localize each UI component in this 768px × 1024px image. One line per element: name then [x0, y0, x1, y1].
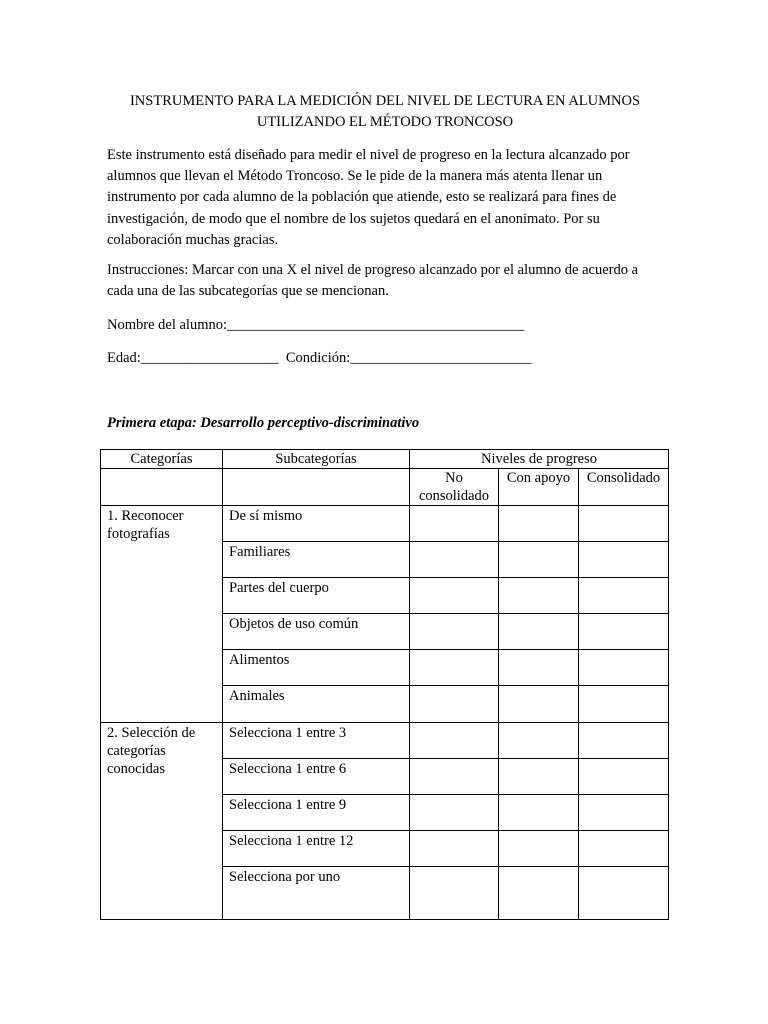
level-no-consolidado: [410, 469, 499, 506]
mark-cell-con-apoyo[interactable]: [499, 578, 579, 614]
category-cell-1: [101, 506, 223, 723]
mark-cell-con-apoyo[interactable]: [499, 686, 579, 723]
mark-cell-con-apoyo[interactable]: [499, 831, 579, 867]
subcategory-cell: Alimentos: [223, 650, 410, 686]
mark-cell-consolidado[interactable]: [579, 723, 669, 759]
subcategory-cell: Selecciona 1 entre 9: [223, 795, 410, 831]
mark-cell-consolidado[interactable]: [579, 542, 669, 578]
age-label: Edad:: [107, 350, 141, 366]
category-cell-2: [101, 723, 223, 920]
intro-paragraph: [107, 145, 667, 251]
category-line: categorías: [107, 743, 166, 759]
mark-cell-con-apoyo[interactable]: [499, 614, 579, 650]
table-row: [101, 723, 669, 759]
mark-cell-no-consolidado[interactable]: [410, 831, 499, 867]
level-no-line-1: No: [445, 470, 463, 486]
condition-field[interactable]: _________________________: [350, 350, 532, 366]
intro-line: colaboración muchas gracias.: [107, 231, 279, 248]
subcategory-cell: Animales: [223, 686, 410, 723]
mark-cell-con-apoyo[interactable]: [499, 759, 579, 795]
progress-table: [100, 449, 669, 920]
mark-cell-no-consolidado[interactable]: [410, 723, 499, 759]
mark-cell-no-consolidado[interactable]: [410, 795, 499, 831]
student-name-label: Nombre del alumno:: [107, 317, 228, 333]
category-line: 2. Selección de: [107, 725, 196, 741]
mark-cell-consolidado[interactable]: [579, 759, 669, 795]
level-consolidado: Consolidado: [579, 469, 669, 506]
mark-cell-consolidado[interactable]: [579, 650, 669, 686]
category-line: fotografías: [107, 526, 170, 542]
category-line: 1. Reconocer: [107, 508, 184, 524]
mark-cell-no-consolidado[interactable]: [410, 650, 499, 686]
mark-cell-consolidado[interactable]: [579, 795, 669, 831]
level-con-apoyo: Con apoyo: [499, 469, 579, 506]
intro-line: Este instrumento está diseñado para medir el nivel de progreso en la lectura alcanzado por: [107, 147, 630, 163]
level-no-line-2: consolidado: [418, 488, 490, 504]
table-subheader-row: [101, 469, 669, 506]
mark-cell-con-apoyo[interactable]: [499, 795, 579, 831]
intro-line: investigación, de modo que el nombre de los sujetos quedará en el anonimato. Por su: [107, 210, 600, 227]
mark-cell-con-apoyo[interactable]: [499, 867, 579, 920]
header-categories: Categorías: [101, 450, 223, 469]
mark-cell-consolidado[interactable]: [579, 614, 669, 650]
condition-label: Condición:: [285, 350, 351, 366]
subcategory-cell: Selecciona 1 entre 3: [223, 723, 410, 759]
mark-cell-consolidado[interactable]: [579, 506, 669, 542]
mark-cell-no-consolidado[interactable]: [410, 614, 499, 650]
title-line-1: INSTRUMENTO PARA LA MEDICIÓN DEL NIVEL DE LECTURA EN ALUMNOS: [129, 93, 641, 109]
mark-cell-consolidado[interactable]: [579, 578, 669, 614]
subcategory-cell: Partes del cuerpo: [223, 578, 410, 614]
mark-cell-consolidado[interactable]: [579, 831, 669, 867]
subcategory-cell: Familiares: [223, 542, 410, 578]
category-line: conocidas: [107, 761, 165, 777]
stage-title: Primera etapa: Desarrollo perceptivo-discriminativo: [107, 415, 420, 431]
age-field[interactable]: ___________________: [140, 350, 279, 366]
empty-cell: [223, 469, 410, 506]
intro-line: alumnos que llevan el Método Troncoso. Se le pide de la manera más atenta llenar un: [107, 168, 603, 185]
mark-cell-no-consolidado[interactable]: [410, 759, 499, 795]
age-condition-row: [107, 348, 667, 369]
header-levels: Niveles de progreso: [410, 450, 669, 469]
instructions-paragraph: [107, 260, 667, 302]
mark-cell-no-consolidado[interactable]: [410, 867, 499, 920]
intro-line: instrumento por cada alumno de la población que atiende, esto se realizará para fines de: [107, 189, 617, 206]
mark-cell-no-consolidado[interactable]: [410, 542, 499, 578]
table-row: [101, 506, 669, 542]
mark-cell-con-apoyo[interactable]: [499, 506, 579, 542]
mark-cell-no-consolidado[interactable]: [410, 686, 499, 723]
empty-cell: [101, 469, 223, 506]
mark-cell-consolidado[interactable]: [579, 686, 669, 723]
mark-cell-no-consolidado[interactable]: [410, 506, 499, 542]
instructions-line: Instrucciones: Marcar con una X el nivel de progreso alcanzado por el alumno de acuerdo a: [107, 262, 639, 278]
mark-cell-no-consolidado[interactable]: [410, 578, 499, 614]
instructions-line: cada una de las subcategorías que se mencionan.: [107, 283, 389, 300]
subcategory-cell: Objetos de uso común: [223, 614, 410, 650]
subcategory-cell: Selecciona 1 entre 12: [223, 831, 410, 867]
mark-cell-consolidado[interactable]: [579, 867, 669, 920]
student-name-row: [107, 315, 667, 336]
subcategory-cell: Selecciona por uno: [223, 867, 410, 920]
table-header-row: [101, 450, 669, 469]
mark-cell-con-apoyo[interactable]: [499, 650, 579, 686]
subcategory-cell: De sí mismo: [223, 506, 410, 542]
student-name-field[interactable]: _________________________________________: [227, 317, 525, 333]
mark-cell-con-apoyo[interactable]: [499, 723, 579, 759]
header-subcategories: Subcategorías: [223, 450, 410, 469]
document-title: [100, 91, 670, 133]
subcategory-cell: Selecciona 1 entre 6: [223, 759, 410, 795]
mark-cell-con-apoyo[interactable]: [499, 542, 579, 578]
title-line-2: UTILIZANDO EL MÉTODO TRONCOSO: [256, 114, 514, 130]
